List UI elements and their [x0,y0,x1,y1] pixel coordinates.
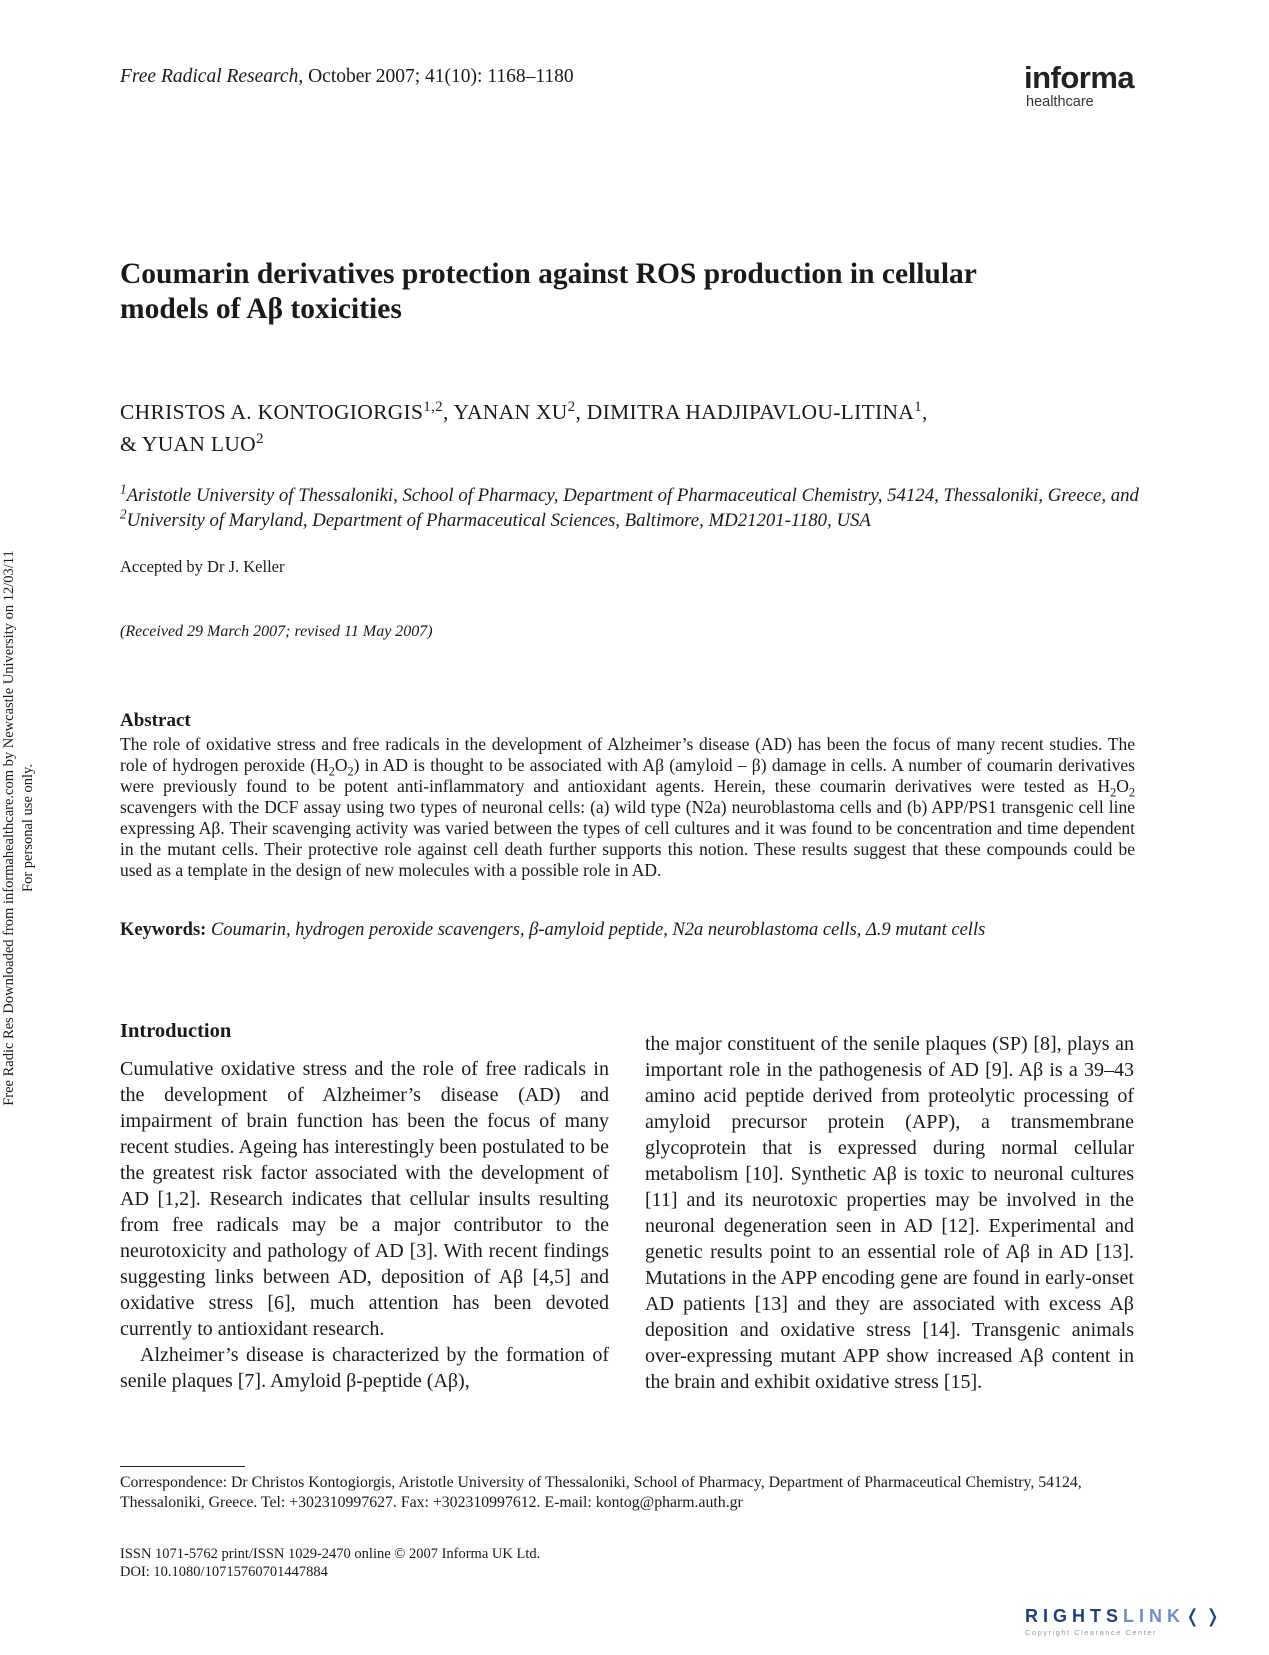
rightslink-subtitle: Copyright Clearance Center [1025,1628,1157,1637]
abstract-segment: O [1116,776,1129,796]
affiliation-text: University of Maryland, Department of Pharmaceutical Sciences, Baltimore, MD21201-1180, USA [126,510,871,531]
informa-logo [1024,62,1149,110]
rightslink-arrow-icon: ❬❭ [1185,1606,1226,1626]
abstract-subscript: 2 [1110,785,1117,800]
journal-issue-info: , October 2007; 41(10): 1168–1180 [298,66,574,87]
rightslink-bold: RIGHTS [1025,1606,1124,1626]
title-line-2: models of Aβ toxicities [120,293,402,325]
keywords-label: Keywords: [120,920,207,940]
body-column-left [120,1056,609,1394]
download-notice-line-1: Free Radic Res Downloaded from informahealthcare.com by Newcastle University on 12/03/11 [1,550,17,1106]
logo-wordmark: informa [1024,60,1135,95]
rightslink-wordmark [1025,1606,1255,1627]
affil-marker: 2 [120,506,127,522]
author-affil-sup: 2 [255,430,264,447]
author-name: , DIMITRA HADJIPAVLOU-LITINA [575,400,915,424]
author-affil-sup: 2 [567,398,576,415]
author-line-1 [120,396,1160,428]
abstract-segment: scavengers with the DCF assay using two types of neuronal cells: (a) wild type (N2a) neuroblastoma cells and (b) APP/PS1 transgenic cell line expressing Aβ. Their scavenging activity was varied between the types of cell cultures and it was found to be concentration and time dependent in the mutant cells. Their protective role against cell death further supports this notion. These results suggest that these compounds could be used as a template in the design of new molecules with a possible role in AD. [120,797,1135,880]
body-column-right [645,1031,1134,1395]
publication-info [120,1545,820,1581]
footnote-rule [120,1466,245,1467]
introduction-heading: Introduction [120,1020,232,1042]
accepted-by: Accepted by Dr J. Keller [120,557,285,576]
journal-name: Free Radical Research [120,66,299,87]
paragraph: Cumulative oxidative stress and the role of free radicals in the development of Alzheimer’s disease (AD) and impairment of brain function has been the focus of many recent studies. Ageing has interestingly been postulated to be the greatest risk factor associated with the development of AD [1,2]. Research indicates that cellular insults resulting from free radicals may be a major contributor to the neurotoxicity and pathology of AD [3]. With recent findings suggesting links between AD, deposition of Aβ [4,5] and oxidative stress [6], much attention has been devoted currently to antioxidant research. [120,1058,609,1340]
issn-line: ISSN 1071-5762 print/ISSN 1029-2470 online © 2007 Informa UK Ltd. [120,1546,541,1562]
paragraph: Alzheimer’s disease is characterized by the formation of senile plaques [7]. Amyloid β-peptide (Aβ), [120,1344,609,1392]
abstract-segment: O [334,755,348,775]
abstract-subscript: 2 [1128,785,1135,800]
abstract-segment: The role of oxidative stress and free radicals in the development of Alzheimer’s disease (AD) has been the focus of many recent studies. The role of hydrogen peroxide (H [120,734,1135,775]
rightslink-faint: LINK [1123,1606,1186,1626]
keywords [120,920,1160,941]
abstract-text [120,734,1135,881]
author-name: , YANAN XU [442,400,568,424]
title-line-1: Coumarin derivatives protection against ROS production in cellular [120,258,977,290]
author-affil-sup: 1,2 [423,398,443,415]
logo-subtitle: healthcare [1026,94,1094,110]
affiliation-text: Aristotle University of Thessaloniki, School of Pharmacy, Department of Pharmaceutical Chemistry, 54124, Thessaloniki, Greece, and [126,485,1139,506]
keywords-text: Coumarin, hydrogen peroxide scavengers, β-amyloid peptide, N2a neuroblastoma cells, Δ.9 mutant cells [210,920,986,940]
rightslink-logo [1025,1606,1255,1637]
author-list [120,396,1160,460]
correspondence-note: Correspondence: Dr Christos Kontogiorgis, Aristotle University of Thessaloniki, School of Pharmacy, Department of Pharmaceutical Chemistry, 54124, Thessaloniki, Greece. Tel: +302310997627. Fax: +302310997612. E-mail: kontog@pharm.auth.gr [120,1474,1082,1511]
affiliations [120,483,1160,533]
paragraph: the major constituent of the senile plaques (SP) [8], plays an important role in the pathogenesis of AD [9]. Aβ is a 39–43 amino acid peptide derived from proteolytic processing of amyloid precursor protein (APP), a transmembrane glycoprotein that is expressed during normal cellular metabolism [10]. Synthetic Aβ is toxic to neuronal cultures [11] and its neurotoxic properties may be involved in the neuronal degeneration seen in AD [12]. Experimental and genetic results point to an essential role of Aβ in AD [13]. Mutations in the APP encoding gene are found in early-onset AD patients [13] and they are associated with excess Aβ deposition and oxidative stress [14]. Transgenic animals over-expressing mutant APP show increased Aβ content in the brain and exhibit oxidative stress [15]. [645,1033,1134,1393]
paper-title [120,257,1160,327]
abstract-subscript: 2 [328,764,335,779]
author-name: CHRISTOS A. KONTOGIORGIS [120,400,424,424]
doi-line: DOI: 10.1080/10715760701447884 [120,1564,328,1580]
received-dates: (Received 29 March 2007; revised 11 May 2007) [120,623,433,640]
author-name: & YUAN LUO [120,432,256,456]
author-affil-sup: 1 [914,398,922,415]
download-notice [0,498,38,1158]
abstract-subscript: 2 [347,764,354,779]
author-separator: , [921,400,928,424]
download-notice-line-2: For personal use only. [20,764,36,892]
abstract-segment: ) in AD is thought to be associated with Aβ (amyloid – β) damage in cells. A number of coumarin derivatives were previously found to be potent anti-inflammatory and antioxidant agents. Herein, these coumarin derivatives were tested as H [120,755,1135,796]
author-line-2 [120,428,1160,460]
journal-citation [120,66,574,88]
affil-marker: 1 [120,481,127,497]
abstract-heading: Abstract [120,710,191,731]
